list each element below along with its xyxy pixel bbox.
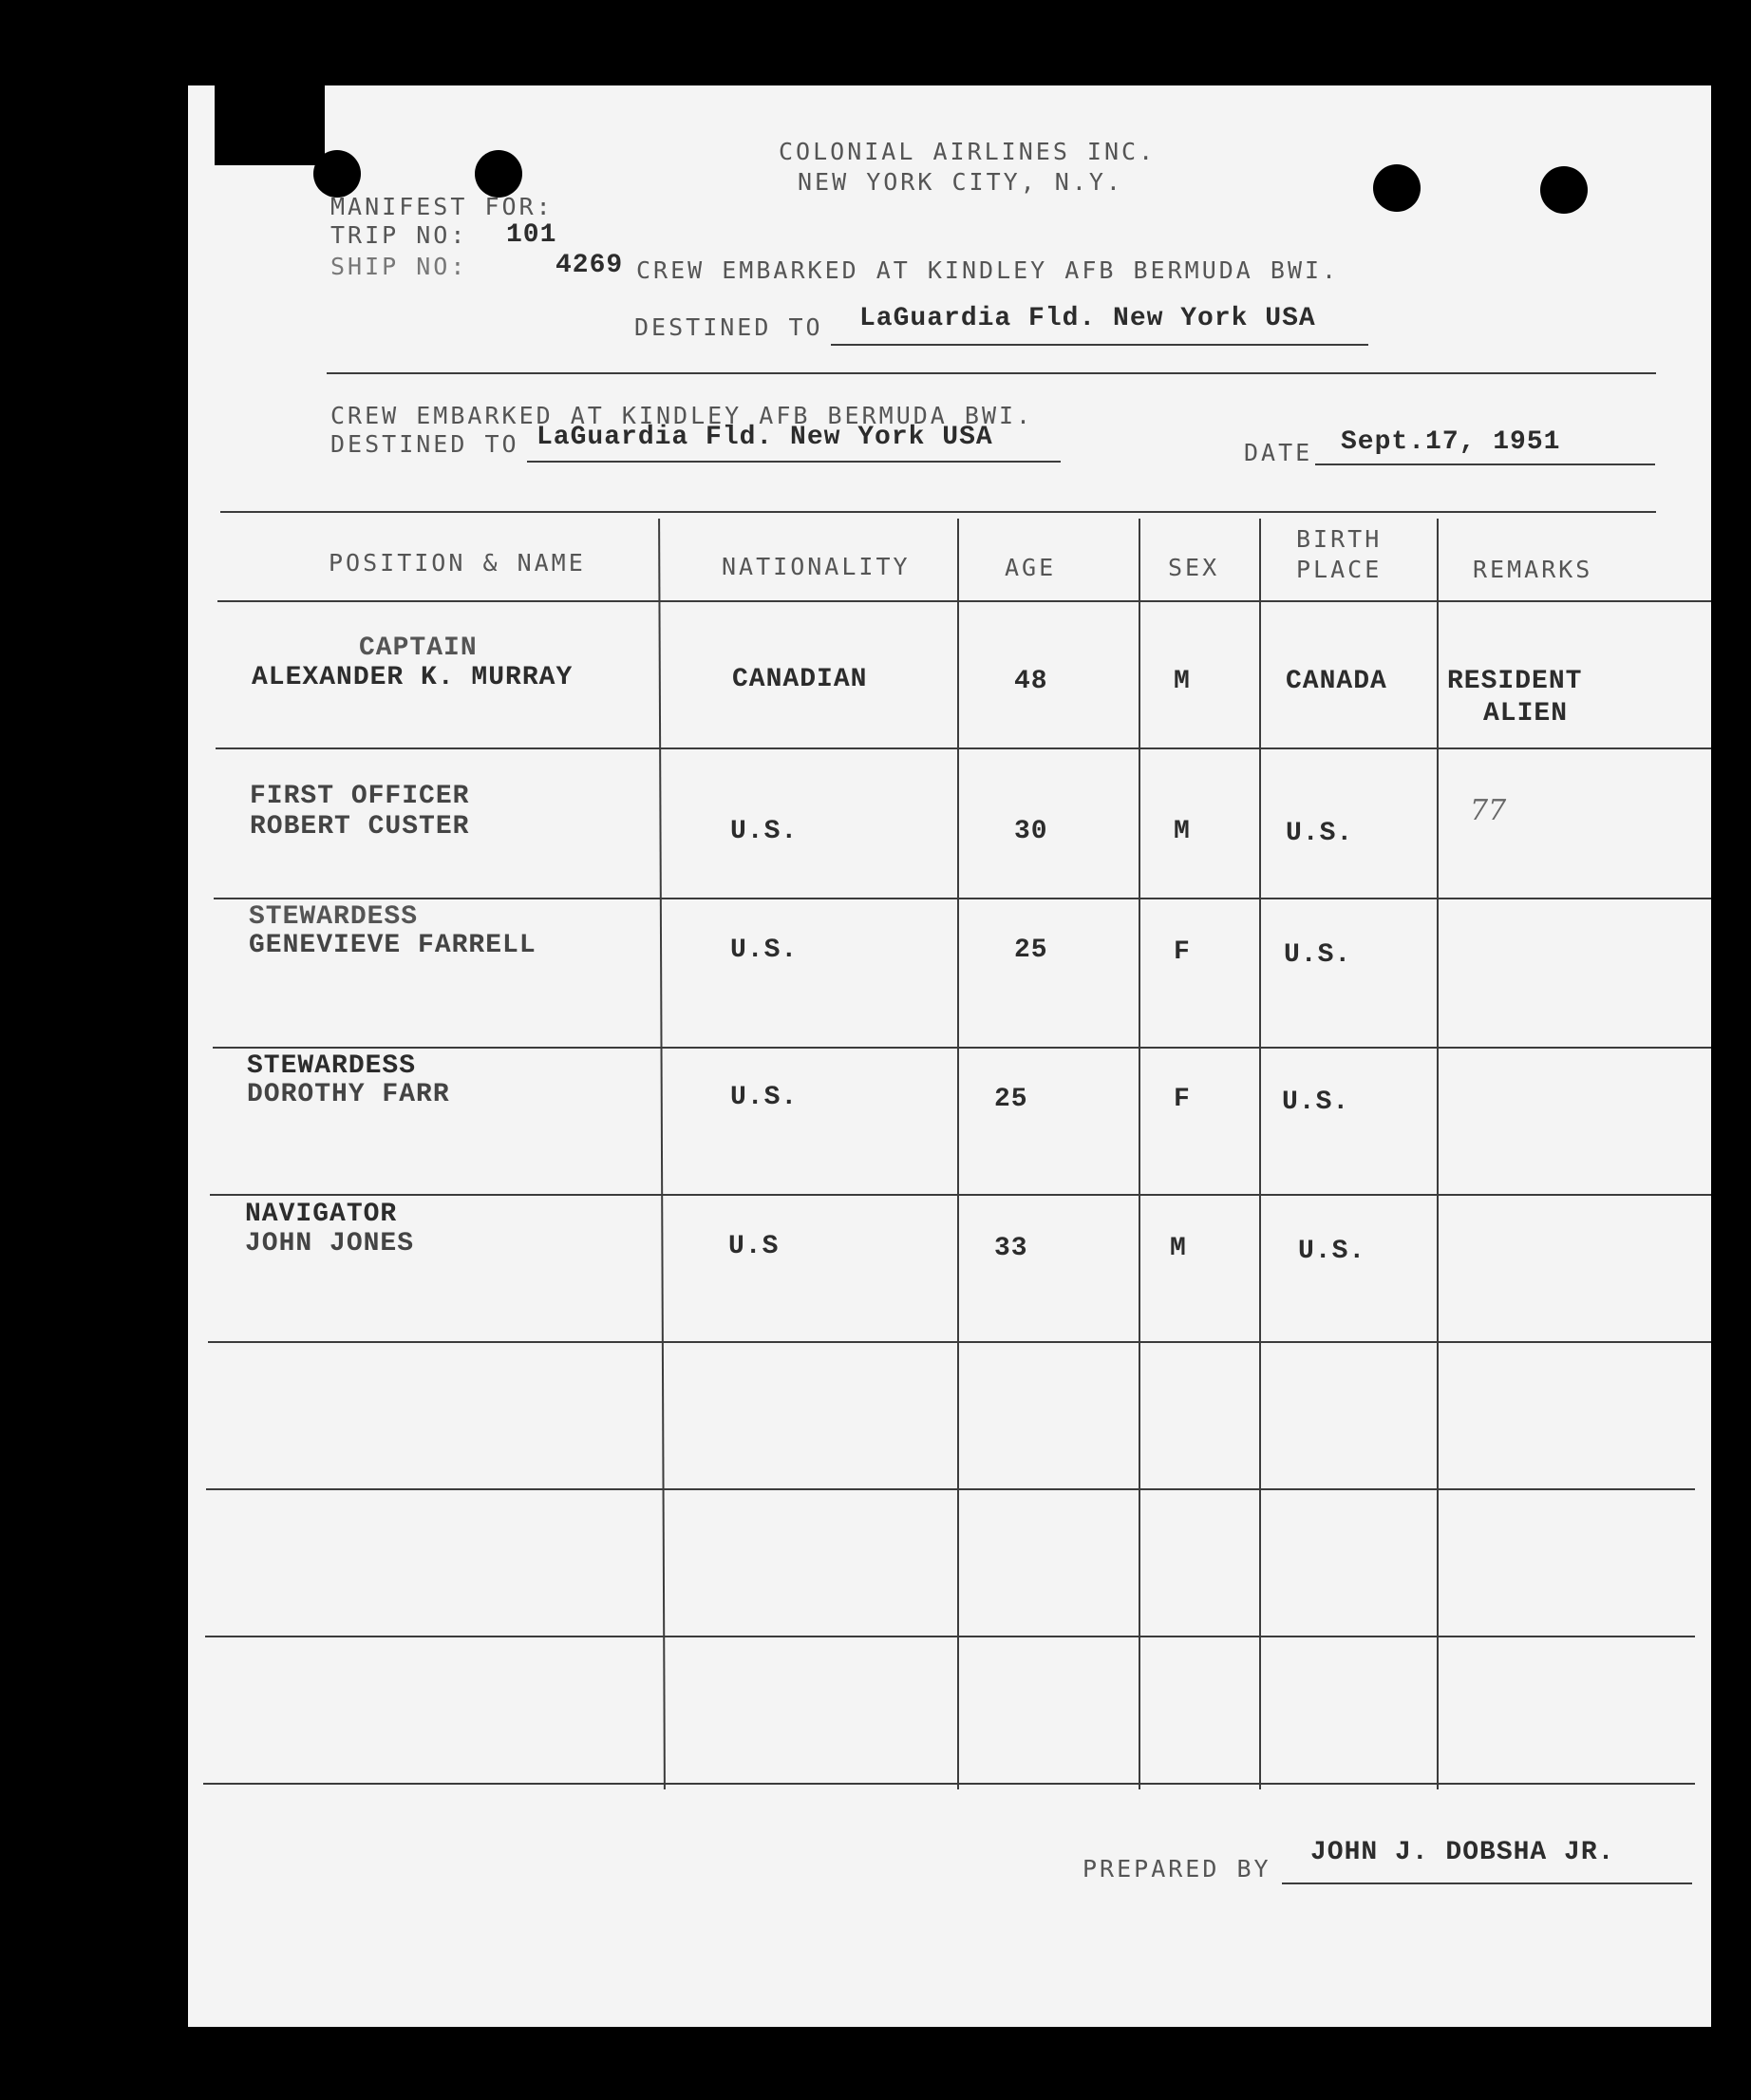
row-nationality: CANADIAN xyxy=(732,665,868,694)
row-nationality: U.S. xyxy=(730,1083,799,1112)
row-age: 48 xyxy=(1014,667,1048,696)
row-sex: M xyxy=(1174,817,1191,846)
header-nationality: NATIONALITY xyxy=(722,553,911,580)
destined-underline xyxy=(831,344,1368,346)
row-sex: F xyxy=(1174,1085,1191,1114)
punch-hole xyxy=(475,150,522,198)
row-age: 33 xyxy=(994,1234,1028,1263)
row-rule xyxy=(214,898,1711,899)
header-bottom-rule xyxy=(217,600,1711,602)
row-position: FIRST OFFICER xyxy=(250,782,470,811)
row-age: 25 xyxy=(1014,936,1048,965)
prepared-by-label: PREPARED BY xyxy=(1083,1855,1271,1882)
row-rule xyxy=(216,747,1711,749)
row-rule xyxy=(213,1047,1711,1049)
row-nationality: U.S xyxy=(728,1232,780,1261)
date-underline xyxy=(1315,464,1655,465)
date-value: Sept.17, 1951 xyxy=(1341,427,1561,457)
punch-hole xyxy=(1540,166,1588,214)
row-birthplace: U.S. xyxy=(1284,940,1352,970)
row-name: GENEVIEVE FARRELL xyxy=(249,931,537,960)
crew-destined-value: LaGuardia Fld. New York USA xyxy=(537,423,993,452)
destined-to-value: LaGuardia Fld. New York USA xyxy=(859,304,1316,333)
row-name: ALEXANDER K. MURRAY xyxy=(252,663,574,692)
row-rule xyxy=(208,1341,1711,1343)
punch-hole xyxy=(313,150,361,198)
header-birth: BIRTH xyxy=(1296,525,1383,553)
row-rule xyxy=(206,1488,1695,1490)
row-position: NAVIGATOR xyxy=(245,1200,398,1229)
ship-no-value: 4269 xyxy=(555,251,624,280)
header-age: AGE xyxy=(1005,554,1057,581)
row-remarks-1: RESIDENT xyxy=(1447,667,1583,696)
manifest-for-label: MANIFEST FOR: xyxy=(330,193,554,220)
row-rule xyxy=(210,1194,1711,1196)
section-divider xyxy=(327,372,1656,374)
header-position-name: POSITION & NAME xyxy=(329,549,586,577)
header-sex: SEX xyxy=(1168,554,1220,581)
row-sex: M xyxy=(1170,1234,1187,1263)
row-remarks-handwritten: 77 xyxy=(1470,794,1507,827)
row-name: JOHN JONES xyxy=(245,1229,415,1258)
crew-embarked-line: CREW EMBARKED AT KINDLEY AFB BERMUDA BWI. xyxy=(330,402,1034,429)
header-place: PLACE xyxy=(1296,556,1383,583)
manifest-sheet xyxy=(188,85,1711,2027)
column-rule xyxy=(957,519,959,1789)
prepared-by-underline xyxy=(1282,1882,1692,1884)
embarked-line: CREW EMBARKED AT KINDLEY AFB BERMUDA BWI. xyxy=(636,256,1340,284)
corner-tab xyxy=(215,85,325,165)
row-nationality: U.S. xyxy=(730,817,799,846)
crew-destined-underline xyxy=(527,461,1061,463)
prepared-by-value: JOHN J. DOBSHA JR. xyxy=(1310,1838,1615,1867)
table-top-rule xyxy=(220,511,1656,513)
column-rule xyxy=(1437,519,1439,1789)
destined-to-label: DESTINED TO xyxy=(634,313,823,341)
trip-no-label: TRIP NO: xyxy=(330,221,468,249)
column-rule xyxy=(1259,519,1261,1789)
company-name: COLONIAL AIRLINES INC. xyxy=(779,138,1157,165)
company-city: NEW YORK CITY, N.Y. xyxy=(798,168,1123,196)
row-birthplace: U.S. xyxy=(1282,1088,1350,1117)
row-age: 30 xyxy=(1014,817,1048,846)
row-nationality: U.S. xyxy=(730,936,799,965)
row-sex: F xyxy=(1174,937,1191,967)
column-rule xyxy=(1139,519,1140,1789)
ship-no-label: SHIP NO: xyxy=(330,253,468,280)
punch-hole xyxy=(1373,164,1421,212)
table-bottom-rule xyxy=(203,1783,1695,1785)
row-birthplace: U.S. xyxy=(1286,819,1354,848)
row-rule xyxy=(205,1636,1695,1637)
row-sex: M xyxy=(1174,667,1191,696)
row-remarks-2: ALIEN xyxy=(1483,699,1569,728)
crew-destined-label: DESTINED TO xyxy=(330,430,519,458)
date-label: DATE xyxy=(1244,439,1313,466)
row-position: CAPTAIN xyxy=(359,634,478,663)
row-position: STEWARDESS xyxy=(249,902,419,932)
row-birthplace: CANADA xyxy=(1286,667,1387,696)
header-remarks: REMARKS xyxy=(1473,556,1593,583)
row-name: DOROTHY FARR xyxy=(247,1080,450,1109)
trip-no-value: 101 xyxy=(506,220,557,250)
row-position: STEWARDESS xyxy=(247,1051,417,1081)
row-name: ROBERT CUSTER xyxy=(250,812,470,842)
row-birthplace: U.S. xyxy=(1298,1237,1366,1266)
row-age: 25 xyxy=(994,1085,1028,1114)
